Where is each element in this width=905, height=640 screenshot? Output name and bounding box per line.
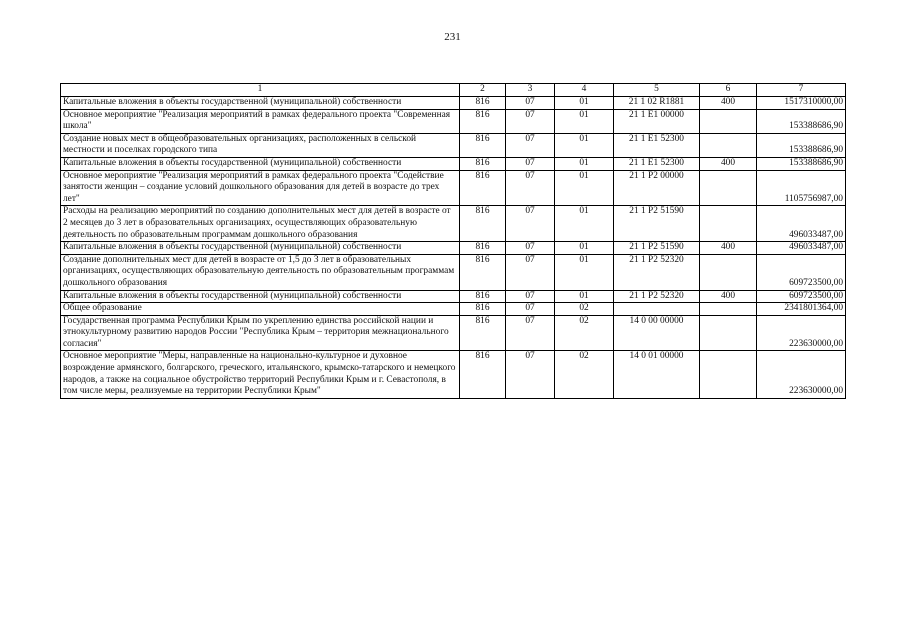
expense-type-code: 400 bbox=[700, 242, 757, 255]
item-name: Расходы на реализацию мероприятий по созданию дополнительных мест для детей в возрасте от 2 месяцев до 3 лет в образовательных организациях, осуществляющих образовательную деятельность по образовательным программам дошкольного образования bbox=[61, 206, 460, 242]
target-article-code bbox=[614, 303, 700, 316]
table-row bbox=[61, 254, 846, 290]
section-code: 07 bbox=[506, 242, 555, 255]
subsection-code: 02 bbox=[555, 303, 614, 316]
item-name: Общее образование bbox=[61, 303, 460, 316]
item-name: Основное мероприятие "Меры, направленные на национально-культурное и духовное возрождение армянского, болгарского, греческого, итальянского, крымско-татарского и немецкого народов, а также на социальное обустройство территорий Республики Крым и г. Севастополя, в том числе меры, реализуемые на территории Республики Крым" bbox=[61, 351, 460, 398]
subsection-code: 01 bbox=[555, 242, 614, 255]
ministry-code: 816 bbox=[460, 170, 506, 206]
expense-type-code bbox=[700, 133, 757, 157]
ministry-code: 816 bbox=[460, 351, 506, 398]
expense-type-code bbox=[700, 254, 757, 290]
page-number: 231 bbox=[444, 31, 461, 43]
subsection-code: 01 bbox=[555, 170, 614, 206]
header-cell: 7 bbox=[757, 84, 846, 97]
ministry-code: 816 bbox=[460, 157, 506, 170]
amount: 223630000,00 bbox=[757, 351, 846, 398]
section-code: 07 bbox=[506, 206, 555, 242]
ministry-code: 816 bbox=[460, 133, 506, 157]
header-cell: 1 bbox=[61, 84, 460, 97]
section-code: 07 bbox=[506, 315, 555, 351]
amount: 496033487,00 bbox=[757, 242, 846, 255]
subsection-code: 02 bbox=[555, 351, 614, 398]
item-name: Капитальные вложения в объекты государственной (муниципальной) собственности bbox=[61, 157, 460, 170]
subsection-code: 02 bbox=[555, 315, 614, 351]
target-article-code: 14 0 01 00000 bbox=[614, 351, 700, 398]
section-code: 07 bbox=[506, 109, 555, 133]
expense-type-code: 400 bbox=[700, 97, 757, 110]
expense-type-code bbox=[700, 303, 757, 316]
target-article-code: 21 1 02 R1881 bbox=[614, 97, 700, 110]
table-row bbox=[61, 303, 846, 316]
subsection-code: 01 bbox=[555, 157, 614, 170]
header-row bbox=[61, 84, 846, 97]
subsection-code: 01 bbox=[555, 97, 614, 110]
item-name: Государственная программа Республики Крым по укреплению единства российской нации и этнокультурному развитию народов России "Республика Крым – территория межнационального согласия" bbox=[61, 315, 460, 351]
expense-type-code bbox=[700, 351, 757, 398]
amount: 609723500,00 bbox=[757, 290, 846, 303]
table-row bbox=[61, 133, 846, 157]
ministry-code: 816 bbox=[460, 315, 506, 351]
item-name: Капитальные вложения в объекты государственной (муниципальной) собственности bbox=[61, 242, 460, 255]
target-article-code: 21 1 P2 51590 bbox=[614, 242, 700, 255]
item-name: Создание дополнительных мест для детей в возрасте от 1,5 до 3 лет в образовательных организациях, осуществляющих образовательную деятельность по образовательным программам дошкольного образования bbox=[61, 254, 460, 290]
header-cell: 3 bbox=[506, 84, 555, 97]
amount: 153388686,90 bbox=[757, 133, 846, 157]
item-name: Основное мероприятие "Реализация мероприятий в рамках федерального проекта "Современная школа" bbox=[61, 109, 460, 133]
subsection-code: 01 bbox=[555, 206, 614, 242]
amount: 223630000,00 bbox=[757, 315, 846, 351]
table-row bbox=[61, 109, 846, 133]
item-name: Капитальные вложения в объекты государственной (муниципальной) собственности bbox=[61, 97, 460, 110]
amount: 153388686,90 bbox=[757, 157, 846, 170]
budget-table bbox=[60, 83, 846, 399]
ministry-code: 816 bbox=[460, 109, 506, 133]
target-article-code: 21 1 E1 52300 bbox=[614, 157, 700, 170]
target-article-code: 14 0 00 00000 bbox=[614, 315, 700, 351]
table-row bbox=[61, 206, 846, 242]
subsection-code: 01 bbox=[555, 290, 614, 303]
section-code: 07 bbox=[506, 157, 555, 170]
section-code: 07 bbox=[506, 133, 555, 157]
table-row bbox=[61, 351, 846, 398]
section-code: 07 bbox=[506, 97, 555, 110]
section-code: 07 bbox=[506, 254, 555, 290]
target-article-code: 21 1 P2 00000 bbox=[614, 170, 700, 206]
amount: 609723500,00 bbox=[757, 254, 846, 290]
expense-type-code: 400 bbox=[700, 157, 757, 170]
ministry-code: 816 bbox=[460, 254, 506, 290]
table-row bbox=[61, 157, 846, 170]
target-article-code: 21 1 E1 00000 bbox=[614, 109, 700, 133]
target-article-code: 21 1 P2 52320 bbox=[614, 290, 700, 303]
amount: 153388686,90 bbox=[757, 109, 846, 133]
table-row bbox=[61, 97, 846, 110]
ministry-code: 816 bbox=[460, 290, 506, 303]
expense-type-code: 400 bbox=[700, 290, 757, 303]
header-cell: 6 bbox=[700, 84, 757, 97]
amount: 1517310000,00 bbox=[757, 97, 846, 110]
section-code: 07 bbox=[506, 290, 555, 303]
item-name: Основное мероприятие "Реализация мероприятий в рамках федерального проекта "Содействие занятости женщин – создание условий дошкольного образования для детей в возрасте до трех лет" bbox=[61, 170, 460, 206]
expense-type-code bbox=[700, 109, 757, 133]
table-row bbox=[61, 290, 846, 303]
table-row bbox=[61, 242, 846, 255]
target-article-code: 21 1 E1 52300 bbox=[614, 133, 700, 157]
item-name: Капитальные вложения в объекты государственной (муниципальной) собственности bbox=[61, 290, 460, 303]
expense-type-code bbox=[700, 206, 757, 242]
amount: 1105756987,00 bbox=[757, 170, 846, 206]
ministry-code: 816 bbox=[460, 206, 506, 242]
header-cell: 5 bbox=[614, 84, 700, 97]
header-cell: 2 bbox=[460, 84, 506, 97]
amount: 2341801364,00 bbox=[757, 303, 846, 316]
amount: 496033487,00 bbox=[757, 206, 846, 242]
section-code: 07 bbox=[506, 303, 555, 316]
expense-type-code bbox=[700, 315, 757, 351]
item-name: Создание новых мест в общеобразовательных организациях, расположенных в сельской местности и поселках городского типа bbox=[61, 133, 460, 157]
expense-type-code bbox=[700, 170, 757, 206]
section-code: 07 bbox=[506, 351, 555, 398]
ministry-code: 816 bbox=[460, 242, 506, 255]
table-row bbox=[61, 315, 846, 351]
target-article-code: 21 1 P2 51590 bbox=[614, 206, 700, 242]
subsection-code: 01 bbox=[555, 254, 614, 290]
ministry-code: 816 bbox=[460, 97, 506, 110]
header-cell: 4 bbox=[555, 84, 614, 97]
subsection-code: 01 bbox=[555, 109, 614, 133]
subsection-code: 01 bbox=[555, 133, 614, 157]
table-row bbox=[61, 170, 846, 206]
ministry-code: 816 bbox=[460, 303, 506, 316]
target-article-code: 21 1 P2 52320 bbox=[614, 254, 700, 290]
section-code: 07 bbox=[506, 170, 555, 206]
